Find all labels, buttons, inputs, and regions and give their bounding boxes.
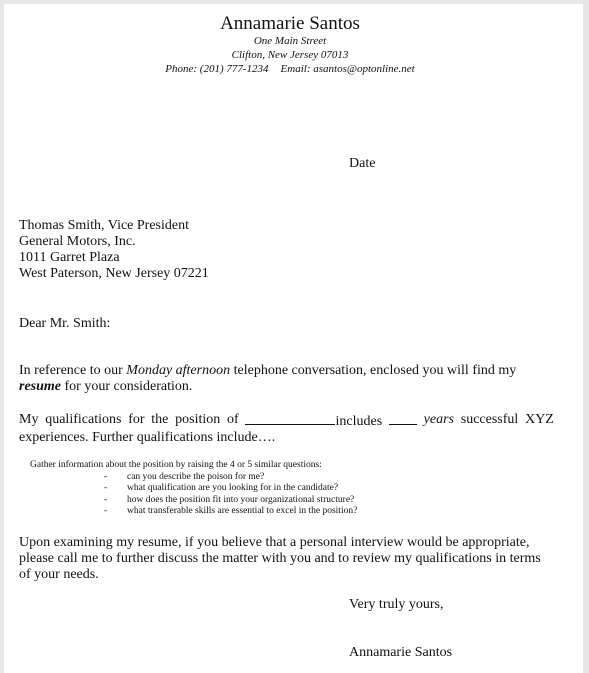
recipient-line2: General Motors, Inc. — [19, 234, 136, 249]
letter-date: Date — [349, 156, 376, 171]
closing: Very truly yours, — [349, 597, 444, 612]
question-text: can you describe the poison for me? — [127, 471, 265, 482]
p2-word: includes — [335, 414, 383, 429]
p2-blank-and-includes — [245, 412, 382, 430]
questions-list — [30, 472, 357, 518]
paragraph-reference — [19, 363, 554, 395]
p2-word: successful — [460, 412, 519, 427]
salutation: Dear Mr. Smith: — [19, 316, 111, 331]
bullet-dash: - — [104, 471, 108, 482]
sender-address-line2: Clifton, New Jersey 07013 — [231, 49, 349, 61]
p1-text-2: telephone conversation, enclosed you will find my — [230, 363, 517, 378]
p2-line2: experiences. Further qualifications include…. — [19, 430, 276, 445]
years-blank — [389, 412, 417, 425]
question-item — [30, 483, 357, 495]
question-item — [30, 495, 357, 507]
p2-emphasis-years: years — [423, 412, 454, 427]
question-text: what transferable skills are essential to excel in the position? — [127, 506, 358, 516]
sender-contact — [4, 63, 576, 75]
recipient-address — [19, 218, 209, 282]
sender-email: Email: asantos@optonline.net — [280, 63, 415, 75]
question-text: what qualification are you looking for in the candidate? — [127, 483, 339, 493]
letter-page — [4, 4, 583, 673]
p2-word: XYZ — [525, 412, 554, 427]
p2-word: for — [128, 412, 145, 427]
bullet-dash: - — [104, 483, 108, 493]
p1-emphasis-resume: resume — [19, 379, 61, 394]
p2-word: qualifications — [45, 412, 122, 427]
recipient-line3: 1011 Garret Plaza — [19, 250, 120, 265]
position-blank — [245, 412, 335, 425]
paragraph-qualifications — [19, 412, 554, 446]
signature-name: Annamarie Santos — [349, 645, 453, 660]
bullet-dash: - — [104, 494, 108, 505]
sender-address-line1: One Main Street — [253, 35, 327, 47]
sender-phone: Phone: (201) 777-1234 — [165, 63, 269, 75]
p2-word: My — [19, 412, 39, 427]
question-item — [30, 506, 357, 518]
question-item — [30, 472, 357, 484]
p2-word: position — [175, 412, 221, 427]
questions-intro: Gather information about the position by raising the 4 or 5 similar questions: — [30, 460, 322, 470]
recipient-line1: Thomas Smith, Vice President — [19, 218, 189, 233]
sender-name: Annamarie Santos — [220, 13, 360, 34]
bullet-dash: - — [104, 506, 108, 516]
recipient-line4: West Paterson, New Jersey 07221 — [19, 266, 209, 281]
p1-text-3: for your consideration. — [61, 379, 193, 394]
p2-line1 — [19, 412, 554, 430]
paragraph-interview: Upon examining my resume, if you believe that a personal interview would be appropriate, please call me to further discuss the matter with you and to review my qualifications in terms of your needs. — [19, 535, 541, 582]
p1-text-1: In reference to our — [19, 363, 127, 378]
question-text: how does the position fit into your organizational structure? — [127, 494, 355, 505]
p2-word: the — [151, 412, 169, 427]
p1-emphasis-monday: Monday afternoon — [126, 363, 231, 378]
p2-word: of — [227, 412, 239, 427]
questions-block — [30, 460, 357, 518]
